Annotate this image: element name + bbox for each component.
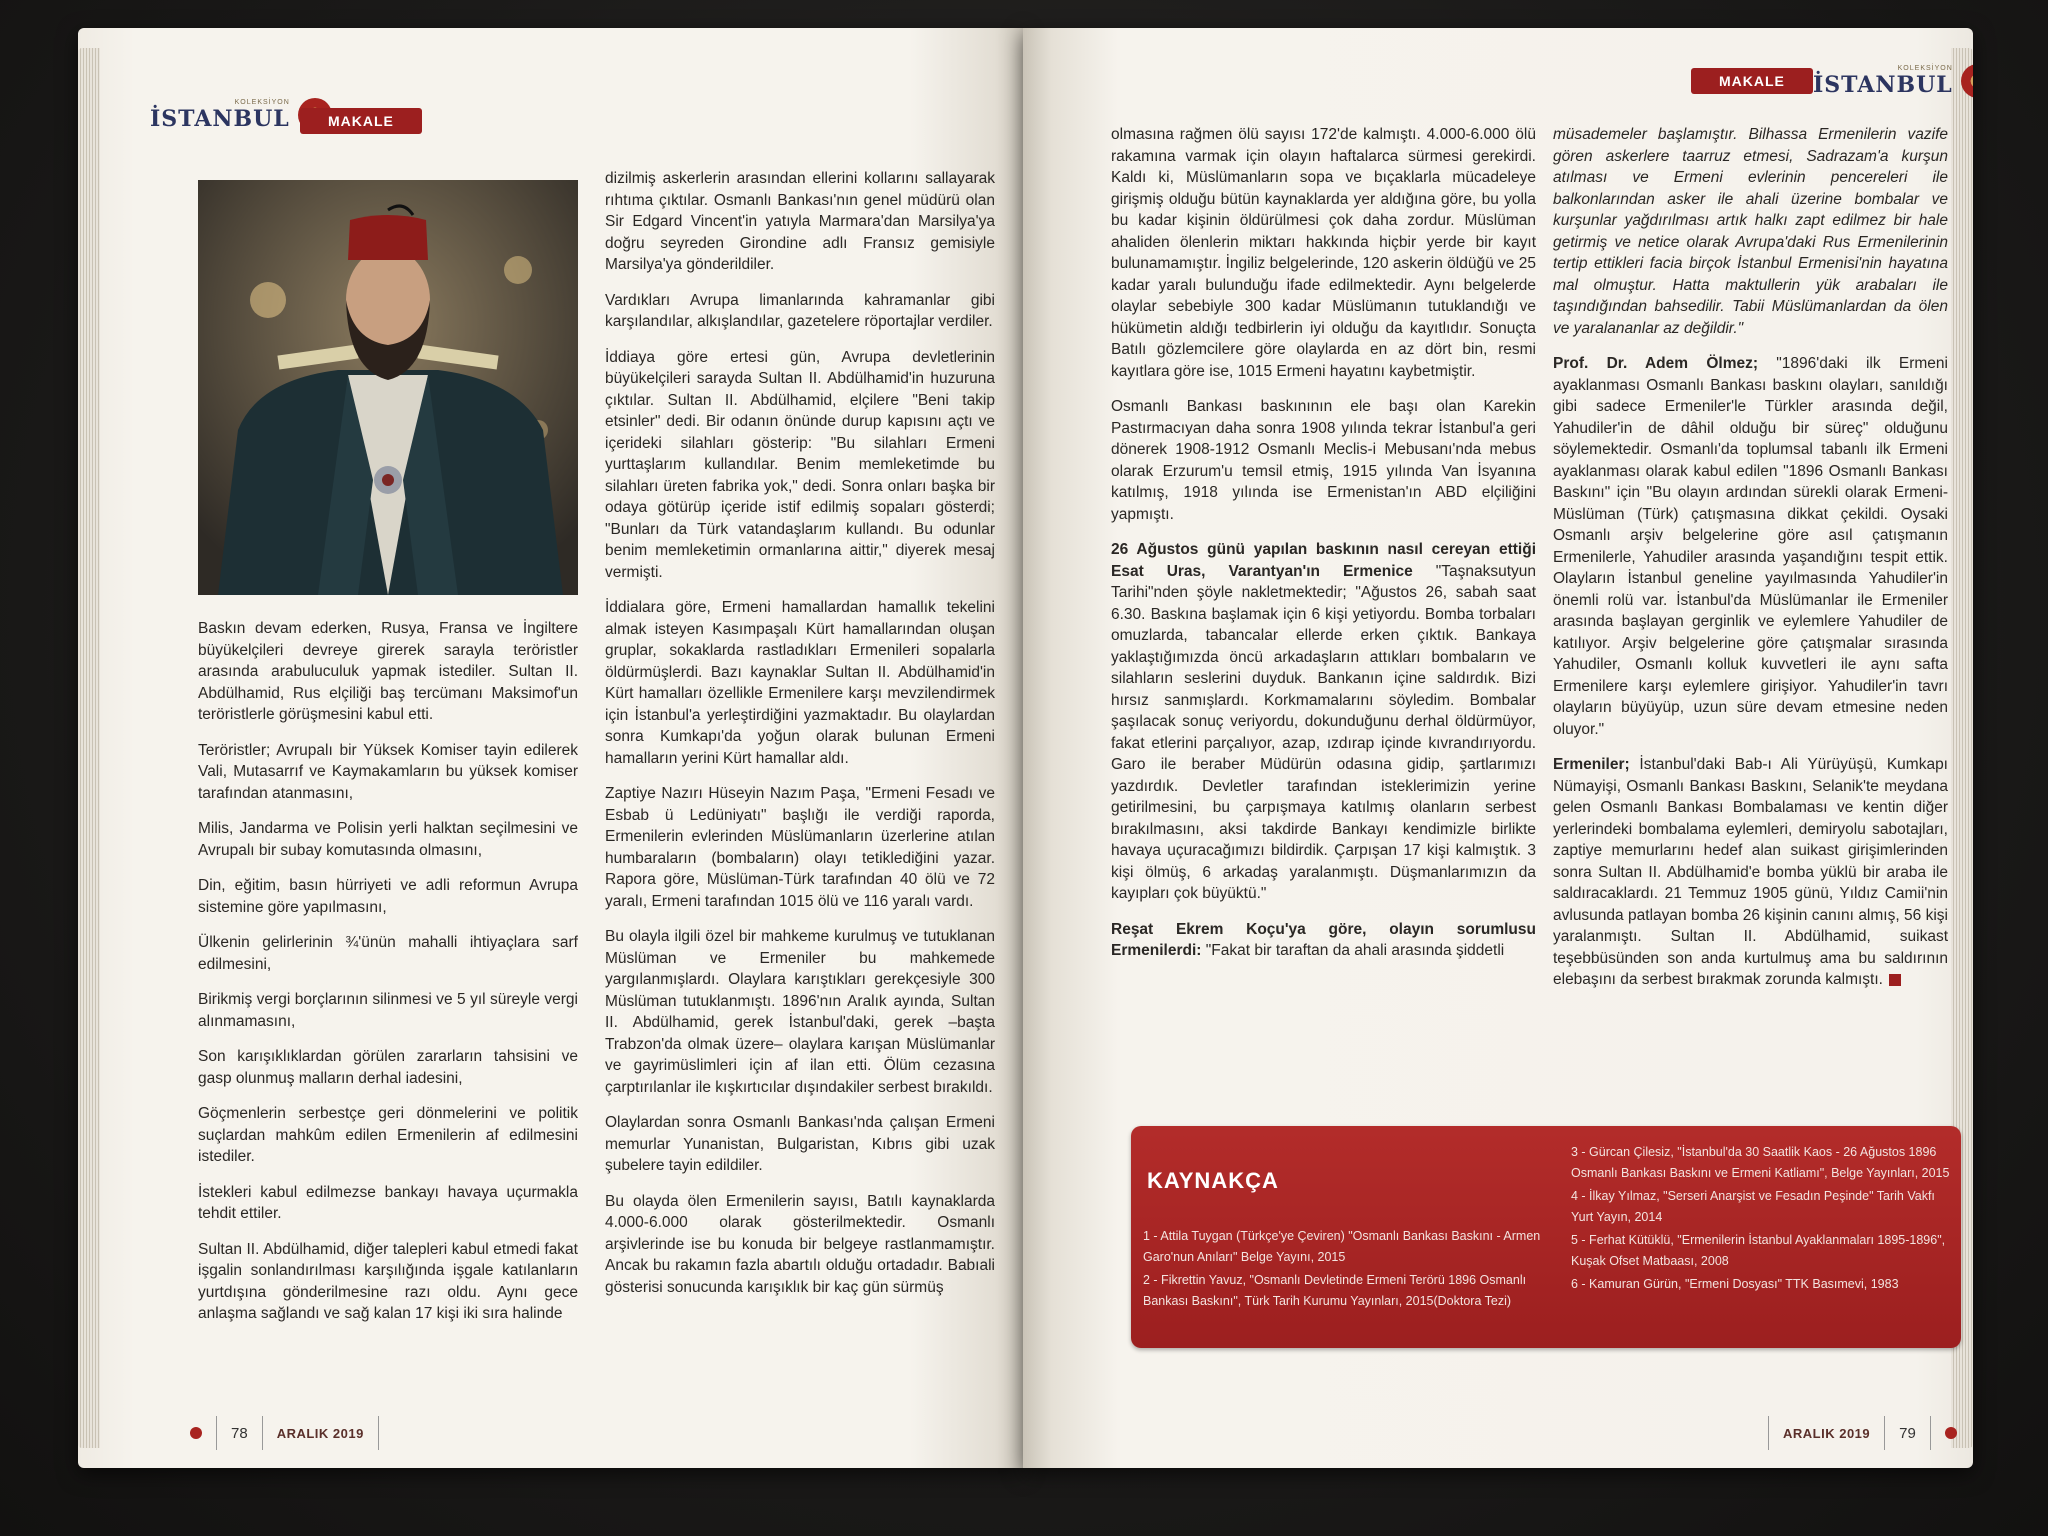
paragraph-text: müsademeler başlamıştır. Bilhassa Ermenilerin vazife gören askerlere taarruz etmesi, Sadrazam'a kurşun atılması ve Ermeni evlerinin pencereleri ile balkonlarından asker ile ahali üzerine bombalar ve kurşunlar yağdırılması artık halkı zapt edilmez bir hale getirmiş ve netice olarak Avrupa'daki Rus Ermenilerinin tertip ettikleri facia birçok İstanbul Ermenisi'nin hayatına mal olmuştur. Hatta maktullerin yük arabaları ile taşındığından bahsedilir. Tabii Müslümanlardan da ölen ve yaralananlar az değildir." [1553, 126, 1948, 337]
paragraph-text: olmasına rağmen ölü sayısı 172'de kalmıştı. 4.000-6.000 ölü rakamına varmak için olayın haftalarca sürmesi gerekirdi. Kaldı ki, Müslümanların sopa ve bıçaklarla mücadeleye girişmiş olduğu bütün kaynaklarda yer aldığına göre, bu yolla bu kadar kişinin öldürülmesi çok daha zordur. Müslüman ahaliden ölenlerin miktarı hakkında hiçbir yerde bir kayıt bulunamamıştır. İngiliz belgelerinde, 120 askerin öldüğü ve 25 kadar yaralı bulunduğu ifade edilmektedir. Aynı belgelerde olaylar sebebiyle 300 kadar Müslümanın tutuklandığı ve hükümetin aldığı tedbirlerin iyi olduğu da kayıtlıdır. Sonuçta Batılı gözlemcilere göre olaylarda en az dört bin, resmi kayıtlara göre ise, 1015 Ermeni hayatını kaybetmiştir. [1111, 126, 1536, 380]
right-page [1023, 28, 1973, 1468]
portrait-illustration [198, 180, 578, 595]
left-column-1 [198, 618, 578, 1339]
footer-divider [378, 1416, 379, 1450]
paragraph: Vardıkları Avrupa limanlarında kahramanlar gibi karşılandılar, alkışlandılar, gazetelere röportajlar verdiler. [605, 291, 995, 330]
paragraph [1111, 124, 1536, 382]
footer-divider [1768, 1416, 1769, 1450]
footer-dot-icon [1945, 1427, 1957, 1439]
right-footer [1768, 1416, 1957, 1450]
paragraph [1111, 396, 1536, 525]
paragraph: Din, eğitim, basın hürriyeti ve adli reformun Avrupa sistemine göre yapılmasını, [198, 877, 578, 916]
footer-divider [262, 1416, 263, 1450]
paragraph: Baskın devam ederken, Rusya, Fransa ve İngiltere büyükelçileri devreye girerek sarayla teröristler arasında arabuluculuk yapmak istediler. Sultan II. Abdülhamid, Rus elçiliği baş tercümanı Maksimof'un teröristlerle görüşmesini kabul etti. [198, 620, 578, 723]
logo-small-text: KOLEKSİYON [234, 98, 290, 106]
end-mark-icon [1889, 974, 1901, 986]
paragraph: Bu olayla ilgili özel bir mahkeme kurulmuş ve tutuklanan Müslüman ve Ermeniler bu mahkemede yargılanmışlardı. Olaylara karıştıkları gerekçesiyle 300 Müslüman tutuklanmıştı. 1896'nın Aralık ayında, Sultan II. Abdülhamid, gerek İstanbul'daki, gerek –başta Trabzon'da olmak üzere– olaylara karışan Müslümanlar ve gayrimüslimleri için af ilan etti. Ölüm cezasına çarptırılanlar ile kışkırtıcılar dışındakiler serbest bırakıldı. [605, 928, 995, 1096]
paragraph: Ülkenin gelirlerinin ¾'ünün mahalli ihtiyaçlara sarf edilmesini, [198, 934, 578, 973]
footer-dot-icon [190, 1427, 202, 1439]
magazine-logo [1813, 64, 1973, 98]
logo-wordmark: İSTANBUL [1813, 71, 1953, 98]
reference-item: 2 - Fikrettin Yavuz, "Osmanlı Devletinde Ermeni Terörü 1896 Osmanlı Bankası Baskını", Türk Tarih Kurumu Yayınları, 2015(Doktora Tezi) [1143, 1273, 1527, 1308]
paragraph-lead: 26 Ağustos günü yapılan baskının nasıl cereyan ettiği Esat Uras, Varantyan'ın Ermenice [1111, 541, 1536, 580]
page-number: 79 [1899, 1424, 1916, 1442]
footer-divider [216, 1416, 217, 1450]
paragraph [1111, 539, 1536, 905]
issue-date: ARALIK 2019 [276, 1425, 364, 1441]
right-column-1 [1111, 124, 1536, 976]
paragraph: İddiaya göre ertesi gün, Avrupa devletlerinin büyükelçileri sarayda Sultan II. Abdülhamid'in huzuruna çıktılar. Sultan II. Abdülhamid, elçilere "Beni takip etsinler" dedi. Bir odanın önünde durup kapısını açtı ve içerideki silahları gösterip: "Bu silahları Ermeni yurttaşlarım kullandılar. Benim memleketimde bu silahları üreten fabrika yok," dedi. Sonra onları başka bir odaya götürüp içeride istif edilmiş sopaları gösterdi; "Bunları da Türk vatandaşlarım kullandı. Bu odunlar benim memleketimin ormanlarına aittir," diyerek mesaj vermişti. [605, 348, 995, 581]
paragraph-lead: Prof. Dr. Adem Ölmez; [1553, 355, 1759, 372]
paragraph: Olaylardan sonra Osmanlı Bankası'nda çalışan Ermeni memurlar Yunanistan, Bulgaristan, Kıbrıs gibi uzak şubelere tayin edildiler. [605, 1114, 995, 1174]
right-column-2 [1553, 124, 1948, 1005]
references-title: KAYNAKÇA [1147, 1168, 1279, 1193]
paragraph: Zaptiye Nazırı Hüseyin Nazım Paşa, "Ermeni Fesadı ve Esbab ü Ledüniyatı" başlığı ile verdiği raporda, Ermenilerin evlerinden Müslümanların üzerlerine atılan humbaraların (bombaların) olayı tetiklediğini yazar. Rapora göre, Müslüman-Türk tarafından 40 ölü ve 72 yaralı, Ermeni tarafından 1015 ölü ve 116 yaralı vardı. [605, 785, 995, 910]
paragraph [1553, 124, 1948, 339]
references-list-left [1143, 1226, 1543, 1314]
page-edges-left [78, 48, 100, 1448]
paragraph [1553, 754, 1948, 991]
magazine-spread [60, 28, 1990, 1508]
left-column-2 [605, 168, 995, 1312]
seal-icon [1961, 64, 1973, 98]
reference-item: 3 - Gürcan Çilesiz, "İstanbul'da 30 Saatlik Kaos - 26 Ağustos 1896 Osmanlı Bankası Baskını ve Ermeni Katliamı", Belge Yayınları, 2015 [1571, 1145, 1950, 1180]
paragraph-text: "Taşnaksutyun Tarihi"nden şöyle nakletmektedir; "Ağustos 26, sabah saat 6.30. Baskına başlamak için 6 kişi yetiyordu. Bomba torbaları omuzlarda, tabancalar ellerde erken çıktık. Bankaya yaklaştığımızda öncü arkadaşların attıkları bombaların ve silahların seslerini duyduk. Bankanın içine saldırdık. Bizi hırsız sanmışlardı. Korkmamalarını söyledim. Bombalar şaşılacak sonuç veriyordu, dokunduğunu derhal öldürmüyor, fakat etlerini parçalıyor, azap, ızdırap içinde kıvrandırıyordu. Garo ile beraber Müdürün odasına gidip, şartlarımızı yazdırdık. Devletler tarafından isteklerimizin yerine getirilmesini, bu çarpışmaya katılmış olanların serbest bırakılmasını, aksi takdirde Bankayı kendimizle birlikte havaya uçuracağımızı bildirdik. Çarpışan 17 kişi kalmıştık. 3 kişi ölmüş, 6 arkadaş yaralanmıştı. Düşmanlarımızın da kayıpları çok büyüktü." [1111, 562, 1536, 902]
reference-item: 5 - Ferhat Kütüklü, "Ermenilerin İstanbul Ayaklanmaları 1895-1896", Kuşak Ofset Matbaası, 2008 [1571, 1233, 1946, 1268]
paragraph-text: "1896'daki ilk Ermeni ayaklanması Osmanlı Bankası baskını olayları, sanıldığı gibi sadece Ermeniler'le Türkler arasında değil, Yahudiler'in de dâhil olduğu bir süreç" olduğunu söylemektedir. Osmanlı'da toplumsal tabanlı ilk Ermeni ayaklanması olarak kabul edilen "1896 Osmanlı Bankası Baskını" için "Bu olayın ardından sürekli olarak Ermeni-Müslüman (Türk) çatışmasına dikkat çekildi. Oysaki Osmanlı arşiv belgelerine göre asıl çatışmanın Ermenilerle, Yahudiler arasında yaşandığını tespit ettik. Olayların İstanbul geneline yayılmasında Yahudiler'in önemli rolü var. İstanbul'da Müslümanlar ile Ermeniler arasında başlayan gerginlik ve eylemlere Yahudiler de katılıyor. Arşiv belgelerine göre çatışmalar sırasında Yahudiler, Osmanlı kolluk kuvvetleri ile aynı safta Ermenilere karşı eylemlere girişiyor. Yahudiler'in tavrı olayların büyüyüp, uzun süre devam etmesine neden oluyor." [1553, 355, 1948, 738]
issue-date: ARALIK 2019 [1783, 1425, 1871, 1441]
paragraph: Son karışıklıklardan görülen zararların tahsisini ve gasp olunmuş malların derhal iadesini, [198, 1048, 578, 1087]
sultan-portrait [198, 180, 578, 595]
reference-item: 4 - İlkay Yılmaz, "Serseri Anarşist ve Fesadın Peşinde" Tarih Vakfı Yurt Yayın, 2014 [1571, 1189, 1935, 1224]
references-box [1131, 1126, 1961, 1348]
paragraph: Birikmiş vergi borçlarının silinmesi ve 5 yıl süreyle vergi alınmamasını, [198, 991, 578, 1030]
paragraph: Sultan II. Abdülhamid, diğer talepleri kabul etmedi fakat işgalin sonlandırılması karşılığında işgale katılanların yurtdışına gönderilmesine razı oldu. Aynı gece anlaşma sağlandı ve sağ kalan 17 kişi iki sıra halinde [198, 1240, 578, 1322]
reference-item: 6 - Kamuran Gürün, "Ermeni Dosyası" TTK Basımevi, 1983 [1571, 1277, 1899, 1291]
logo-wordmark: İSTANBUL [150, 105, 290, 132]
paragraph: İstekleri kabul edilmezse bankayı havaya uçurmakla tehdit ettiler. [198, 1183, 578, 1222]
paragraph: Göçmenlerin serbestçe geri dönmelerini ve politik suçlardan mahkûm edilen Ermenilerin af edilmesini istediler. [198, 1105, 578, 1165]
paragraph: Teröristler; Avrupalı bir Yüksek Komiser tayin edilerek Vali, Mutasarrıf ve Kaymakamların bu yüksek komiser tarafından atanmasını, [198, 741, 578, 802]
footer-divider [1930, 1416, 1931, 1450]
paragraph [1553, 353, 1948, 740]
paragraph-text: "Fakat bir taraftan da ahali arasında şiddetli [1201, 942, 1505, 959]
paragraph: Milis, Jandarma ve Polisin yerli halktan seçilmesini ve Avrupalı bir subay komutasında olmasını, [198, 820, 578, 859]
paragraph-text: Osmanlı Bankası baskınının ele başı olan Karekin Pastırmacıyan daha sonra 1908 yılında tekrar İstanbul'a geri dönerek 1908-1912 Osmanlı Meclis-i Mebusanı'nda mebus olarak Erzurum'u temsil etmiş, 1915 yılında Van İsyanına katılmış, 1918 yılında ise Ermenistan'ın ABD elçiliğini yapmıştı. [1111, 398, 1536, 523]
left-footer [190, 1416, 379, 1450]
section-tag: MAKALE [300, 108, 422, 134]
footer-divider [1884, 1416, 1885, 1450]
reference-item: 1 - Attila Tuygan (Türkçe'ye Çeviren) "Osmanlı Bankası Baskını - Armen Garo'nun Anıları" Belge Yayını, 2015 [1143, 1229, 1541, 1264]
paragraph-lead: Ermeniler; [1553, 756, 1630, 773]
references-list-right [1571, 1142, 1951, 1297]
left-page [78, 28, 1023, 1468]
page-number: 78 [231, 1424, 248, 1442]
section-tag: MAKALE [1691, 68, 1813, 94]
paragraph-lead: Reşat Ekrem Koçu'ya göre, olayın sorumlusu Ermenilerdi: [1111, 920, 1536, 959]
paragraph [1111, 919, 1536, 962]
paragraph: Bu olayda ölen Ermenilerin sayısı, Batılı kaynaklarda 4.000-6.000 olarak gösterilmektedir. Osmanlı arşivlerinde ise bu konuda bir belgeye rastlanmamıştır. Ancak bu rakamın fazla abartılı olduğu ortadadır. Babıali gösterisi sonucunda karışıklık bir kaç gün sürmüş [605, 1192, 995, 1296]
paragraph-text: İstanbul'daki Bab-ı Ali Yürüyüşü, Kumkapı Nümayişi, Osmanlı Bankası Baskını, Selanik'te meydana gelen Osmanlı Bankası Bombalaması ve kentin diğer yerlerindeki bombalama eylemleri, demiryolu sabotajları, zaptiye memurlarını hedef alan suikast girişimlerinden sonra Sultan II. Abdülhamid'e bomba yüklü bir araba ile saldıracaklardı. 21 Temmuz 1905 günü, Yıldız Camii'nin avlusunda patlayan bomba 26 kişinin canını almış, 56 kişi yaralanmıştı. Sultan II. Abdülhamid, suikast teşebbüsünden son anda kurtulmuş ama bu saldırının elebaşını da serbest bırakmak zorunda kalmıştı. [1553, 756, 1948, 988]
paragraph: İddialara göre, Ermeni hamallardan hamallık tekelini almak isteyen Kasımpaşalı Kürt hamallarından oluşan gruplar, sokaklarda rastladıkları Ermenileri sopalarla öldürmüşlerdi. Bazı kaynaklar Sultan II. Abdülhamid'in Kürt hamalları özellikle Ermenilere karşı mevzilendirmek için İstanbul'a yerleştirdiğini yazmaktadır. Bu olaylardan sonra Kumkapı'da yoğun olarak bulunan Ermeni hamalların yerini Kürt hamallar aldı. [605, 599, 995, 767]
paragraph: dizilmiş askerlerin arasından ellerini kollarını sallayarak rıhtıma çıktılar. Osmanlı Bankası'nın genel müdürü olan Sir Edgard Vincent'in yatıyla Marmara'dan Marsilya'ya doğru seyreden Girondine adlı Fransız gemisiyle Marsilya'ya gönderildiler. [605, 170, 995, 273]
logo-small-text: KOLEKSİYON [1897, 64, 1953, 72]
